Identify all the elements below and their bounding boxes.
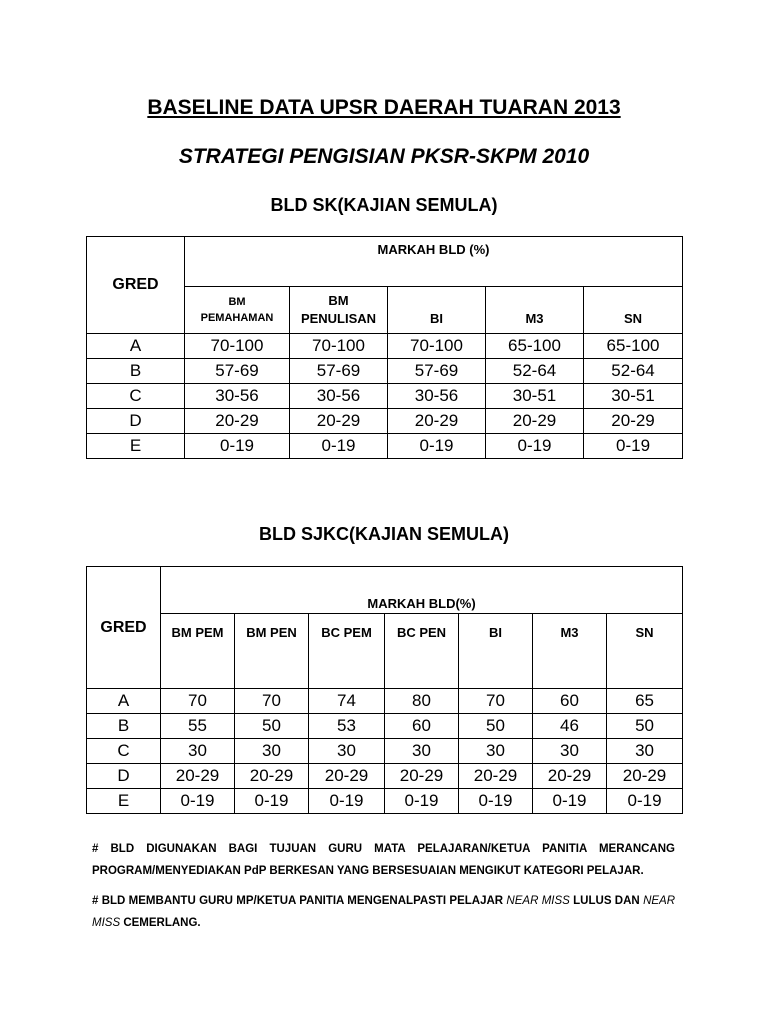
table-row — [87, 739, 683, 764]
gred-cell: C — [87, 384, 185, 409]
column-header: M3 — [486, 287, 584, 334]
value-cell: 57-69 — [290, 359, 388, 384]
note-bld-purpose: # BLD DIGUNAKAN BAGI TUJUAN GURU MATA PELAJARAN/KETUA PANITIA MERANCANG PROGRAM/MENYEDIAKAN PdP BERKESAN YANG BERSESUAIAN MENGIKUT KATEGORI PELAJAR. — [92, 843, 675, 877]
value-cell: 50 — [607, 714, 683, 739]
note-bld-near-miss: # BLD MEMBANTU GURU MP/KETUA PANITIA MENGENALPASTI PELAJAR NEAR MISS LULUS DAN NEAR MISS CEMERLANG. — [92, 895, 676, 929]
gred-cell: E — [87, 434, 185, 459]
value-cell: 70 — [459, 689, 533, 714]
table2-title: BLD SJKC(KAJIAN SEMULA) — [258, 524, 509, 544]
value-cell: 30 — [459, 739, 533, 764]
gred-cell: D — [87, 764, 161, 789]
column-header: BI — [459, 614, 533, 689]
value-cell: 53 — [309, 714, 385, 739]
column-header: BI — [388, 287, 486, 334]
value-cell: 57-69 — [388, 359, 486, 384]
table-row — [87, 714, 683, 739]
value-cell: 80 — [385, 689, 459, 714]
table1-title: BLD SK(KAJIAN SEMULA) — [270, 195, 498, 215]
table-row — [87, 434, 683, 459]
value-cell: 20-29 — [309, 764, 385, 789]
value-cell: 52-64 — [584, 359, 683, 384]
column-header: BM PEM — [161, 614, 235, 689]
gred-cell: B — [87, 359, 185, 384]
markah-header: MARKAH BLD (%) — [185, 237, 683, 287]
value-cell: 0-19 — [388, 434, 486, 459]
value-cell: 50 — [235, 714, 309, 739]
value-cell: 0-19 — [309, 789, 385, 814]
value-cell: 60 — [533, 689, 607, 714]
value-cell: 65-100 — [486, 334, 584, 359]
value-cell: 0-19 — [161, 789, 235, 814]
value-cell: 70-100 — [388, 334, 486, 359]
column-header: BM PENULISAN — [290, 287, 388, 334]
value-cell: 0-19 — [486, 434, 584, 459]
value-cell: 20-29 — [385, 764, 459, 789]
value-cell: 30 — [161, 739, 235, 764]
table-row — [87, 334, 683, 359]
value-cell: 30-56 — [290, 384, 388, 409]
column-header: BC PEM — [309, 614, 385, 689]
gred-cell: A — [87, 334, 185, 359]
column-header: BM PEN — [235, 614, 309, 689]
value-cell: 0-19 — [185, 434, 290, 459]
value-cell: 57-69 — [185, 359, 290, 384]
value-cell: 50 — [459, 714, 533, 739]
value-cell: 20-29 — [459, 764, 533, 789]
table-row — [87, 764, 683, 789]
bld-sk-table — [86, 236, 683, 459]
table-row — [87, 384, 683, 409]
value-cell: 20-29 — [607, 764, 683, 789]
value-cell: 46 — [533, 714, 607, 739]
gred-cell: E — [87, 789, 161, 814]
value-cell: 20-29 — [235, 764, 309, 789]
gred-cell: C — [87, 739, 161, 764]
column-header: M3 — [533, 614, 607, 689]
gred-header: GRED — [87, 567, 161, 689]
value-cell: 70 — [161, 689, 235, 714]
gred-cell: A — [87, 689, 161, 714]
value-cell: 60 — [385, 714, 459, 739]
column-header: BM PEMAHAMAN — [185, 287, 290, 334]
value-cell: 30 — [607, 739, 683, 764]
gred-cell: B — [87, 714, 161, 739]
value-cell: 20-29 — [185, 409, 290, 434]
value-cell: 70-100 — [185, 334, 290, 359]
value-cell: 20-29 — [290, 409, 388, 434]
gred-header: GRED — [87, 237, 185, 334]
value-cell: 0-19 — [607, 789, 683, 814]
value-cell: 30 — [533, 739, 607, 764]
value-cell: 30 — [385, 739, 459, 764]
value-cell: 20-29 — [161, 764, 235, 789]
column-header: BC PEN — [385, 614, 459, 689]
value-cell: 20-29 — [388, 409, 486, 434]
value-cell: 70-100 — [290, 334, 388, 359]
bld-sjkc-table — [86, 566, 683, 814]
gred-cell: D — [87, 409, 185, 434]
value-cell: 0-19 — [533, 789, 607, 814]
value-cell: 30 — [235, 739, 309, 764]
document-title: BASELINE DATA UPSR DAERAH TUARAN 2013 — [147, 96, 621, 119]
value-cell: 65 — [607, 689, 683, 714]
table-row — [87, 359, 683, 384]
value-cell: 20-29 — [533, 764, 607, 789]
value-cell: 55 — [161, 714, 235, 739]
value-cell: 0-19 — [459, 789, 533, 814]
document-subtitle: STRATEGI PENGISIAN PKSR-SKPM 2010 — [178, 145, 590, 168]
value-cell: 30-56 — [185, 384, 290, 409]
value-cell: 20-29 — [486, 409, 584, 434]
value-cell: 65-100 — [584, 334, 683, 359]
value-cell: 20-29 — [584, 409, 683, 434]
value-cell: 30-51 — [486, 384, 584, 409]
value-cell: 30-51 — [584, 384, 683, 409]
table-row — [87, 789, 683, 814]
table-row — [87, 689, 683, 714]
value-cell: 74 — [309, 689, 385, 714]
value-cell: 0-19 — [235, 789, 309, 814]
markah-header: MARKAH BLD(%) — [161, 567, 683, 614]
value-cell: 0-19 — [290, 434, 388, 459]
value-cell: 30-56 — [388, 384, 486, 409]
value-cell: 0-19 — [584, 434, 683, 459]
value-cell: 52-64 — [486, 359, 584, 384]
column-header: SN — [584, 287, 683, 334]
value-cell: 0-19 — [385, 789, 459, 814]
value-cell: 30 — [309, 739, 385, 764]
column-header: SN — [607, 614, 683, 689]
value-cell: 70 — [235, 689, 309, 714]
table-row — [87, 409, 683, 434]
